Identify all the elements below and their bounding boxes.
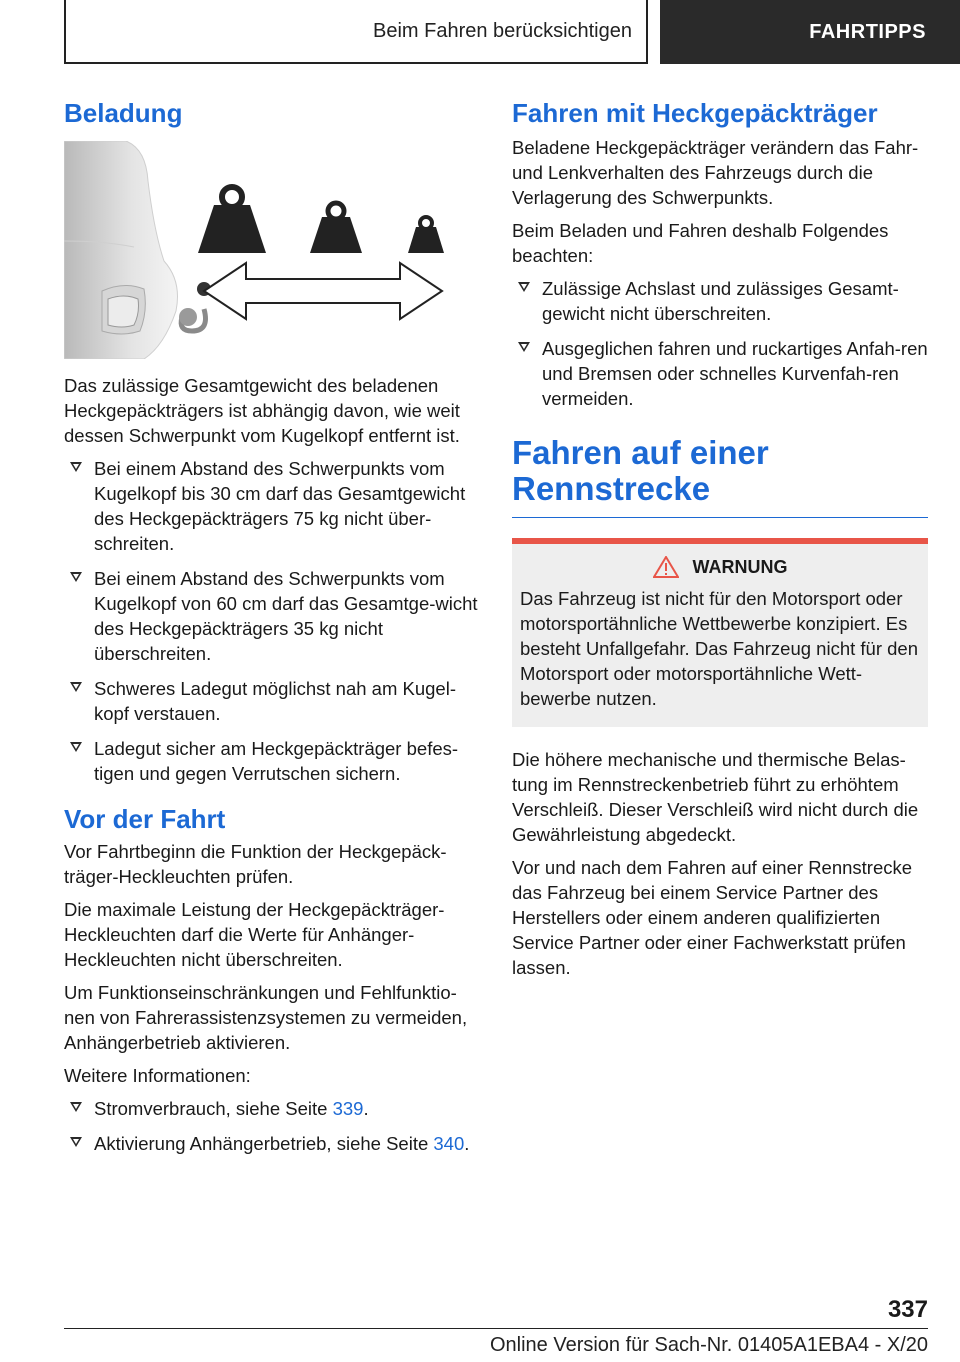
rennstrecke-heading-line-1: Fahren auf einer (512, 434, 769, 471)
load-distance-illustration (64, 141, 480, 359)
list-item: Ausgeglichen fahren und ruckartiges Anfah‐ren und Bremsen oder schnelles Kurvenfah‐ren vermeiden. (512, 336, 928, 411)
rennstrecke-heading (512, 435, 928, 507)
triangle-bullet-icon (70, 1137, 82, 1147)
heckgepaecktraeger-heading: Fahren mit Heckgepäckträger (512, 98, 878, 128)
triangle-bullet-icon (518, 342, 530, 352)
page-number: 337 (887, 1296, 928, 1323)
header-chapter-tab[interactable]: FAHRTIPPS (660, 0, 960, 64)
vor-paragraph-3: Um Funktionseinschränkungen und Fehlfunktio‐nen von Fahrerassistenzsystemen zu vermeiden, Anhängerbetrieb aktivieren. (64, 982, 468, 1053)
triangle-bullet-icon (70, 742, 82, 752)
warning-label: WARNUNG (692, 556, 788, 577)
vor-paragraph-4: Weitere Informationen: (64, 1065, 251, 1086)
reference-item-anhaengerbetrieb: Aktivierung Anhängerbetrieb, siehe Seite 340. (64, 1131, 480, 1156)
beladung-heading: Beladung (64, 98, 183, 128)
vor-paragraph-2: Die maximale Leistung der Heckgepäckträger-Heckleuchten darf die Werte für Anhänger-Heckleuchten nicht überschreiten. (64, 899, 445, 970)
vor-paragraph-1: Vor Fahrtbeginn die Funktion der Heckgepäck‐träger-Heckleuchten prüfen. (64, 841, 447, 887)
list-item: Bei einem Abstand des Schwerpunkts vom Kugelkopf bis 30 cm darf das Gesamtgewicht des Heckgepäckträgers 75 kg nicht über‐schreiten. (64, 456, 480, 556)
heck-paragraph-2: Beim Beladen und Fahren deshalb Folgendes beachten: (512, 220, 889, 266)
heck-list (512, 276, 928, 411)
reference-item-stromverbrauch: Stromverbrauch, siehe Seite 339. (64, 1096, 480, 1121)
vor-der-fahrt-heading: Vor der Fahrt (64, 804, 226, 834)
warning-title (520, 556, 920, 578)
list-item: Ladegut sicher am Heckgepäckträger befes‐tigen und gegen Verrutschen sichern. (64, 736, 480, 786)
warning-triangle-icon (653, 556, 679, 578)
page-link-339[interactable]: 339 (332, 1098, 364, 1119)
list-item: Bei einem Abstand des Schwerpunkts vom Kugelkopf von 60 cm darf das Gesamtge‐wicht des Heckgepäckträgers 35 kg nicht überschreiten. (64, 566, 480, 666)
triangle-bullet-icon (70, 682, 82, 692)
beladung-intro: Das zulässige Gesamtgewicht des beladenen Heckgepäckträgers ist abhängig davon, wie weit dessen Schwerpunkt vom Kugelkopf entfernt ist. (64, 375, 460, 446)
rennstrecke-paragraph-1: Die höhere mechanische und thermische Belas‐tung im Rennstreckenbetrieb führt zu erhöhtem Verschleiß. Dieser Verschleiß wird nicht durch die Gewährleistung abgedeckt. (512, 749, 919, 845)
heck-paragraph-1: Beladene Heckgepäckträger verändern das Fahr- und Lenkverhalten des Fahrzeugs durch die Verlagerung des Schwerpunkts. (512, 137, 919, 208)
page-link-340[interactable]: 340 (433, 1133, 465, 1154)
list-item: Schweres Ladegut möglichst nah am Kugel‐kopf verstauen. (64, 676, 480, 726)
triangle-bullet-icon (70, 1102, 82, 1112)
reference-list (64, 1096, 480, 1156)
triangle-bullet-icon (518, 282, 530, 292)
footer-version-text: Online Version für Sach-Nr. 01405A1EBA4 - X/20 (489, 1334, 928, 1356)
footer-divider (64, 1328, 928, 1329)
heading-divider (512, 517, 928, 518)
warning-text: Das Fahrzeug ist nicht für den Motorsport oder motorsportähnliche Wettbewerbe konzipiert. Es besteht Unfallgefahr. Das Fahrzeug nicht für den Motorsport oder motorsportähnliche Wett‐bewerbe nutzen. (520, 588, 918, 709)
triangle-bullet-icon (70, 572, 82, 582)
right-column (512, 98, 928, 988)
triangle-bullet-icon (70, 462, 82, 472)
rennstrecke-paragraph-2: Vor und nach dem Fahren auf einer Rennstrecke das Fahrzeug bei einem Service Partner des Herstellers oder einem anderen qualifizierten Service Partner oder einer Fachwerkstatt prüfen lassen. (512, 857, 913, 978)
warning-box (512, 538, 928, 727)
header-section-title: Beim Fahren berücksichtigen (64, 0, 648, 64)
left-column (64, 98, 480, 1166)
list-item: Zulässige Achslast und zulässiges Gesamt‐gewicht nicht überschreiten. (512, 276, 928, 326)
rennstrecke-heading-line-2: Rennstrecke (512, 470, 711, 507)
beladung-list (64, 456, 480, 786)
